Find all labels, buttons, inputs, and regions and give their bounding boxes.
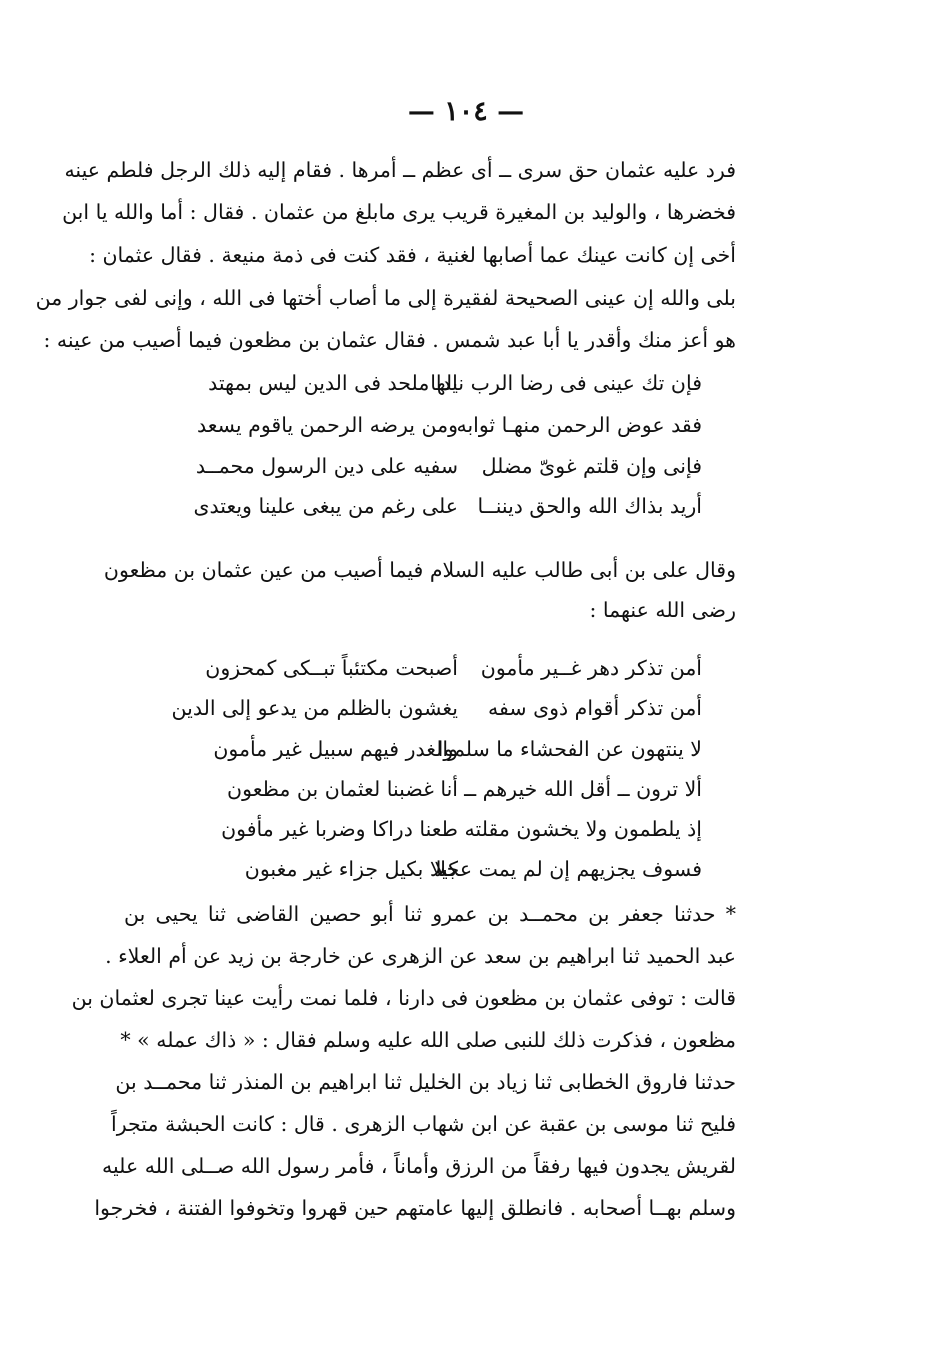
text-line: قالت : توفى عثمان بن مظعون فى دارنا ، فلما نمت رأيت عينا تجرى لعثمان بن <box>71 986 736 1010</box>
verse-second-hemistich: يغشون بالظلم من يدعو إلى الدين <box>171 696 458 720</box>
verse-row <box>195 444 702 488</box>
text-line: عبد الحميد ثنا ابراهيم بن سعد عن الزهرى عن خارجة بن زيد عن أم العلاء . <box>105 944 736 968</box>
verse-row <box>208 361 702 405</box>
verse-first-hemistich: فإنى وإن قلتم غوىّ مضلل <box>481 454 702 478</box>
verse-first-hemistich: لا ينتهون عن الفحشاء ما سلموا <box>437 737 702 761</box>
verse-first-hemistich: فقد عوض الرحمن منهـا ثوابه <box>456 413 702 437</box>
verse-second-hemistich: يدا ملحد فى الدين ليس بمهتد <box>208 371 458 395</box>
verse-row <box>193 484 702 528</box>
verse-second-hemistich: أصبحت مكتئباً تبــكى كمحزون <box>205 656 458 680</box>
verse-row <box>205 646 702 690</box>
verse-first-hemistich: ألا ترون ــ أقل الله خيرهم ــ <box>464 777 702 801</box>
text-line: مظعون ، فذكرت ذلك للنبى صلى الله عليه وسلم فقال : « ذاك عمله » * <box>120 1028 736 1052</box>
verse-first-hemistich: أمن تذكر دهر غــير مأمون <box>480 656 702 680</box>
verse-second-hemistich: كيلا بكيل جزاء غير مغبون <box>244 857 458 881</box>
verse-second-hemistich: ومن يرضه الرحمن ياقوم يسعد <box>196 413 458 437</box>
text-line: وقال على بن أبى طالب عليه السلام فيما أصيب من عين عثمان بن مظعون <box>103 558 736 582</box>
text-line: لقريش يجدون فيها رفقاً من الرزق وأماناً ، فأمر رسول الله صــلى الله عليه <box>102 1154 736 1178</box>
verse-row <box>226 847 702 891</box>
page-number: — ١٠٤ — <box>407 96 525 127</box>
verse-first-hemistich: أريد بذاك الله والحق ديننــا <box>477 494 702 518</box>
verse-row <box>226 767 702 811</box>
verse-second-hemistich: سفيه على دين الرسول محمــد <box>195 454 458 478</box>
verse-first-hemistich: إذ يلطمون ولا يخشون مقلته <box>464 817 702 841</box>
text-line: رضى الله عنهما : <box>589 598 736 622</box>
verse-row <box>196 403 702 447</box>
text-line: فرد عليه عثمان حق سرى ــ أى عظم ــ أمرها . فقام إليه ذلك الرجل فلطم عينه <box>64 158 736 182</box>
text-line: * حدثنا جعفر بن محمــد بن عمرو ثنا أبو حصين القاضى ثنا يحيى بن <box>124 902 736 926</box>
text-line: أخى إن كانت عينك عما أصابها لغنية ، فقد كنت فى ذمة منيعة . فقال عثمان : <box>89 243 736 267</box>
verse-second-hemistich: والغدر فيهم سبيل غير مأمون <box>213 737 458 761</box>
verse-row <box>221 807 702 851</box>
verse-first-hemistich: فإن تك عينى فى رضا الرب نالها <box>430 371 702 395</box>
verse-row <box>171 686 702 730</box>
text-line: وسلم بهــا أصحابه . فانطلق إليها عامتهم حين قهروا وتخوفوا الفتنة ، فخرجوا <box>94 1196 736 1220</box>
text-line: بلى والله إن عينى الصحيحة لفقيرة إلى ما أصاب أختها فى الله ، وإنى لفى جوار من <box>35 286 736 310</box>
text-line: فليح ثنا موسى بن عقبة عن ابن شهاب الزهرى . قال : كانت الحبشة متجراً <box>111 1112 736 1136</box>
verse-row <box>213 727 702 771</box>
verse-first-hemistich: فسوف يجزيهم إن لم يمت عجلا <box>434 857 702 881</box>
verse-first-hemistich: أمن تذكر أقوام ذوى سفه <box>488 696 702 720</box>
text-line: حدثنا فاروق الخطابى ثنا زياد بن الخليل ثنا ابراهيم بن المنذر ثنا محمــد بن <box>115 1070 736 1094</box>
text-line: فخضرها ، والوليد بن المغيرة قريب يرى مابلغ من عثمان . فقال : أما والله يا ابن <box>62 200 736 224</box>
verse-second-hemistich: طعنا دراكا وضربا غير مأفون <box>221 817 458 841</box>
verse-second-hemistich: على رغم من يبغى علينا ويعتدى <box>193 494 458 518</box>
text-line: هو أعز منك وأقدر يا أبا عبد شمس . فقال عثمان بن مظعون فيما أصيب من عينه : <box>43 328 736 352</box>
verse-second-hemistich: أنا غضبنا لعثمان بن مظعون <box>227 777 458 801</box>
